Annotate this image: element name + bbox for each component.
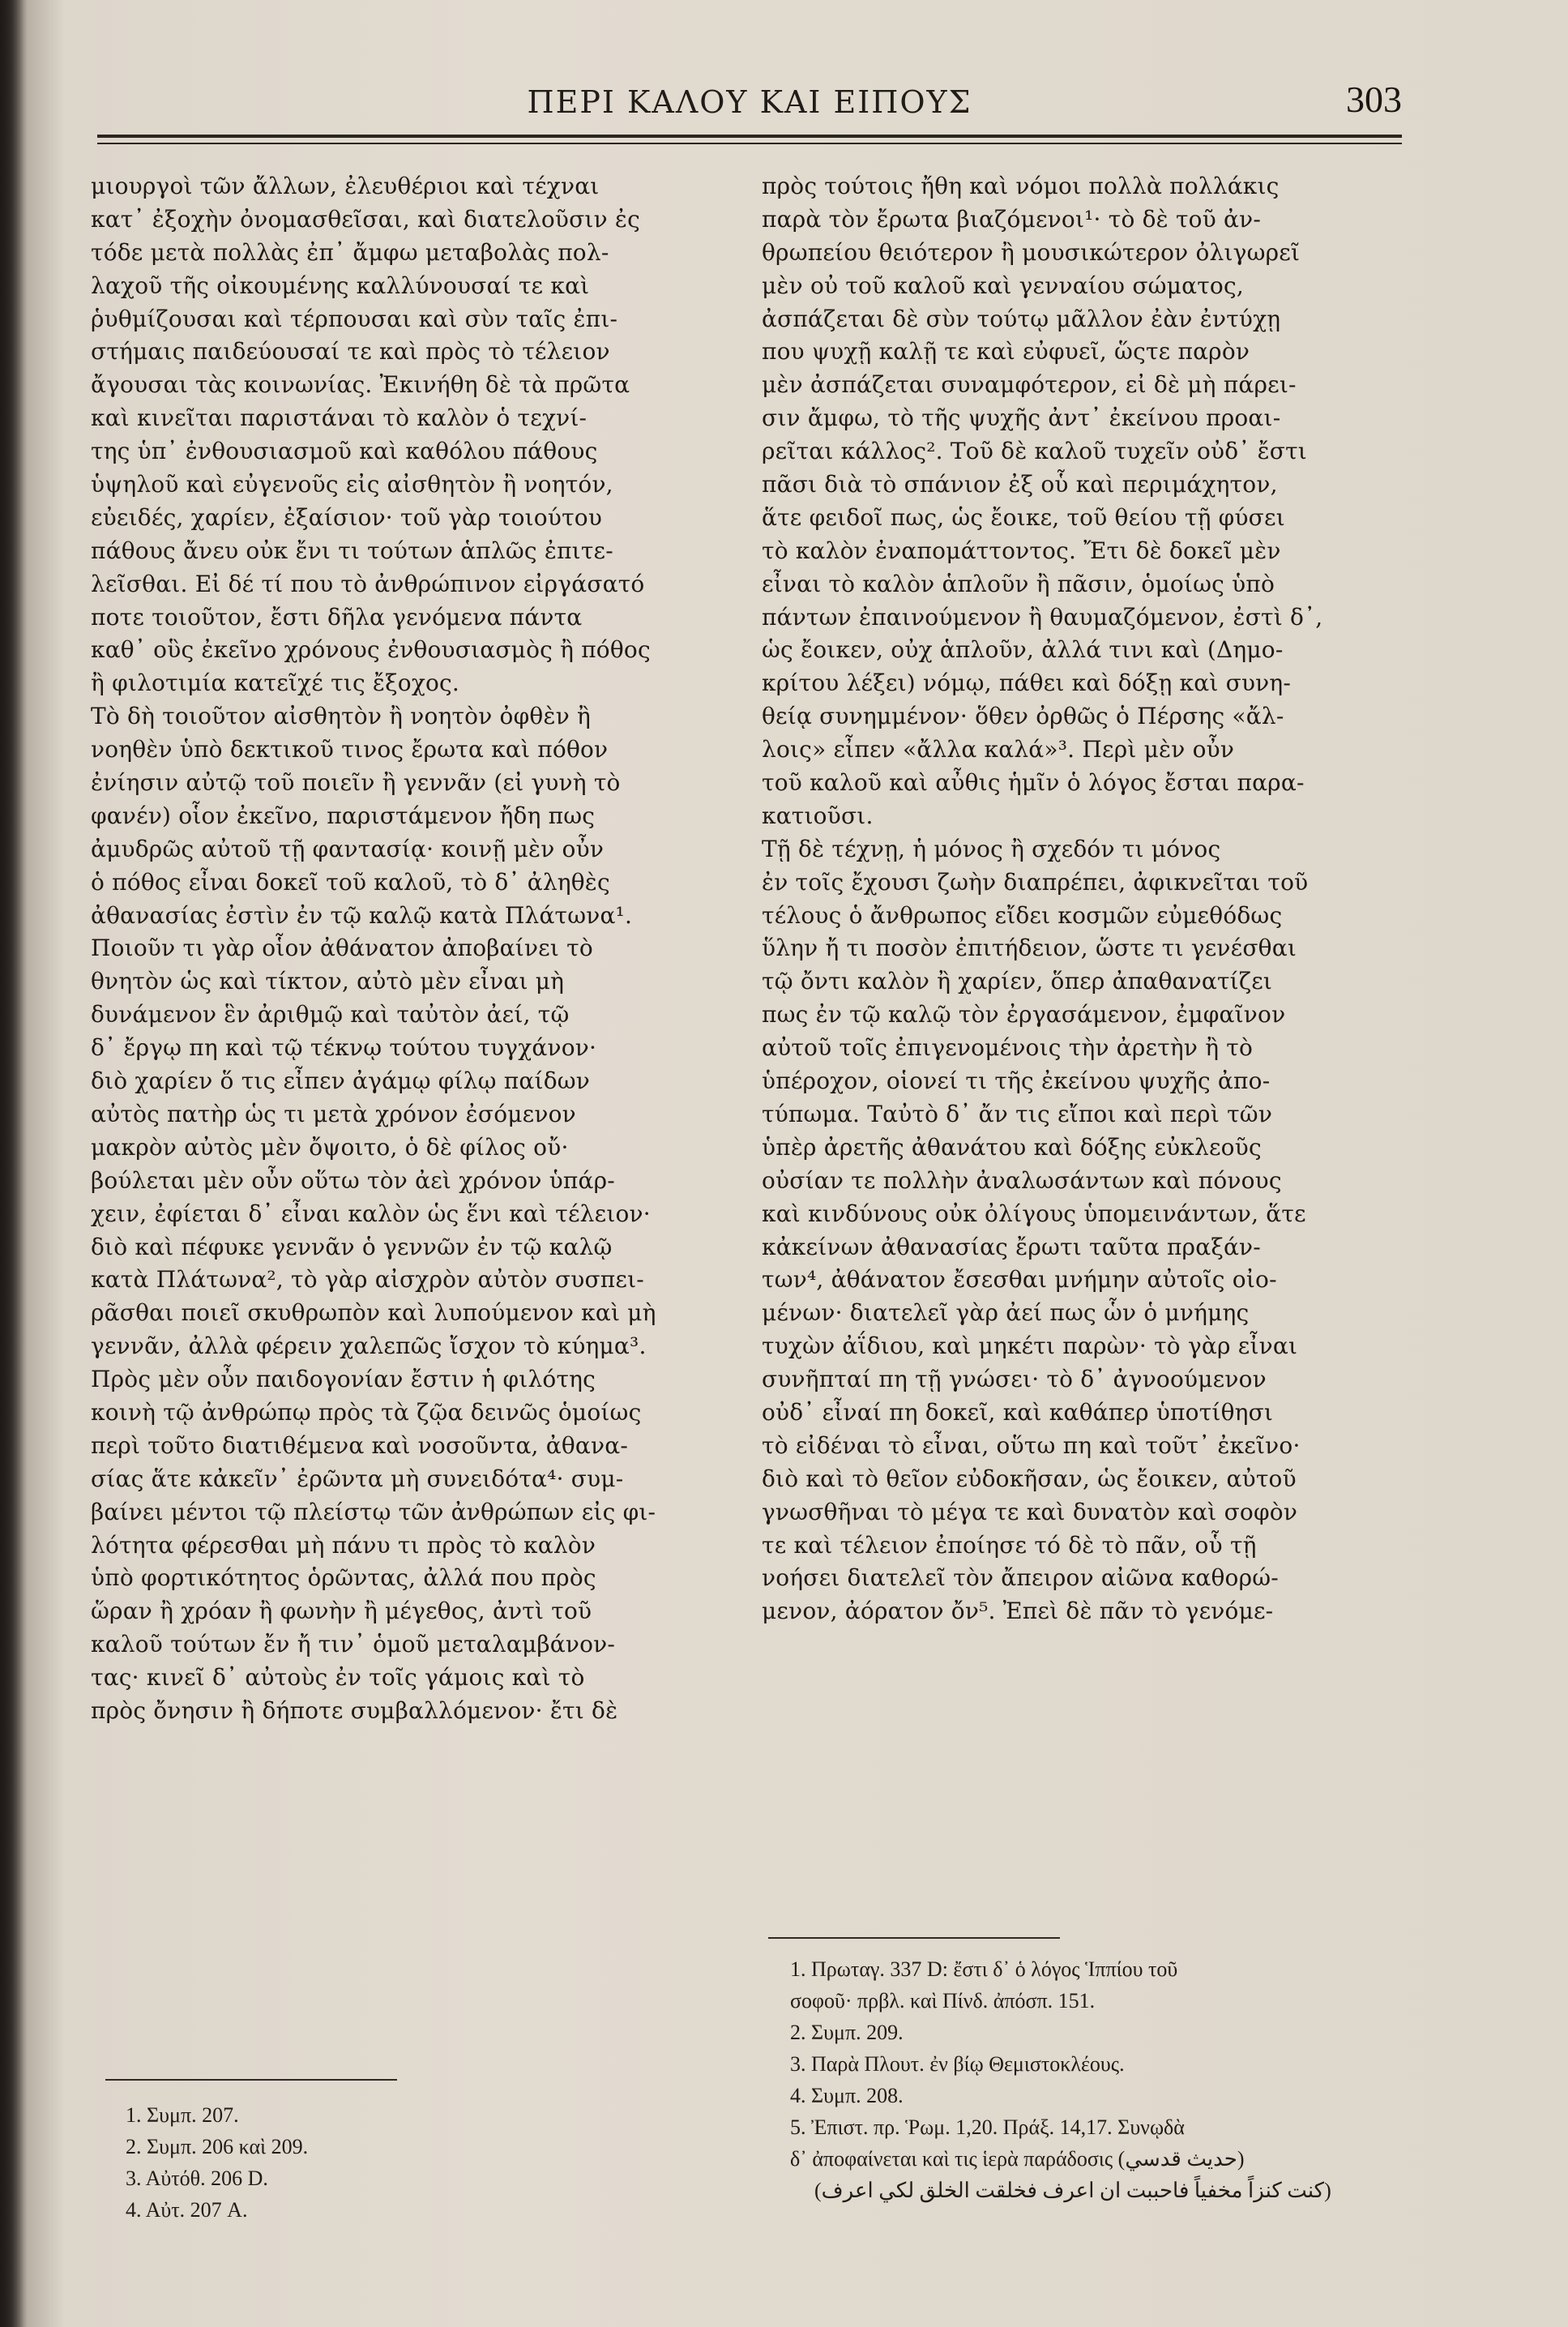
text-line: ἀθανασίας ἐστὶν ἐν τῷ καλῷ κατὰ Πλάτωνα¹. — [91, 901, 633, 929]
text-line: Ποιοῦν τι γὰρ οἷον ἀθάνατον ἀποβαίνει τὸ — [91, 935, 593, 962]
footnote-line: 4. Συμπ. 208. — [790, 2084, 904, 2107]
text-line: δυνάμενον ἓν ἀριθμῷ καὶ ταὐτὸν ἀεί, τῷ — [91, 1001, 570, 1029]
text-line: τῷ ὄντι καλὸν ἢ χαρίεν, ὅπερ ἀπαθανατίζει — [762, 968, 1273, 995]
page-number: 303 — [1346, 79, 1402, 120]
text-line: διὸ καὶ τὸ θεῖον εὐδοκῆσαν, ὡς ἔοικεν, αὐτοῦ — [762, 1465, 1297, 1492]
text-line: τόδε μετὰ πολλὰς ἐπ᾽ ἄμφω μεταβολὰς πολ- — [91, 238, 609, 266]
text-line: συνῆπταί πη τῇ γνώσει· τὸ δ᾽ ἀγνοούμενον — [762, 1366, 1267, 1393]
text-line: κἀκείνων ἀθανασίας ἔρωτι ταῦτα πραξάν- — [762, 1233, 1261, 1260]
text-line: δ᾽ ἔργῳ πη καὶ τῷ τέκνῳ τούτου τυγχάνον· — [91, 1034, 597, 1062]
text-line: μὲν ἀσπάζεται συναμφότερον, εἰ δὲ μὴ πάρει- — [762, 371, 1297, 399]
text-line: τυχὼν ἀΐδιου, καὶ μηκέτι παρὼν· τὸ γὰρ εἶναι — [762, 1332, 1298, 1360]
text-line: σιν ἄμφω, τὸ τῆς ψυχῆς ἀντ᾽ ἐκείνου προαι- — [762, 404, 1281, 432]
footnote-line: 4. Αὐτ. 207 A. — [126, 2198, 248, 2222]
text-line: τὸ εἰδέναι τὸ εἶναι, οὕτω πη καὶ τοῦτ᾽ ἐκεῖνο· — [762, 1431, 1301, 1459]
right-footnotes — [790, 1953, 1422, 2206]
text-line: κρίτου λέξει) νόμῳ, πάθει καὶ δόξῃ καὶ συνη- — [762, 669, 1292, 697]
footnote-line: 2. Συμπ. 209. — [790, 2021, 904, 2044]
text-line: πρὸς ὄνησιν ἢ δήποτε συμβαλλόμενον· ἔτι δὲ — [91, 1696, 618, 1724]
right-text-column — [762, 170, 1410, 1628]
text-line: ἄγουσαι τὰς κοινωνίας. Ἐκινήθη δὲ τὰ πρῶτα — [91, 371, 630, 399]
text-line: πάθους ἄνευ οὐκ ἔνι τι τούτων ἁπλῶς ἐπιτε- — [91, 537, 613, 564]
text-line: αὐτοῦ τοῖς ἐπιγενομένοις τὴν ἀρετὴν ἢ τὸ — [762, 1034, 1254, 1062]
text-line: γεννᾶν, ἀλλὰ φέρειν χαλεπῶς ἴσχον τὸ κύημα³. — [91, 1332, 647, 1360]
text-line: καὶ κινδύνους οὐκ ὀλίγους ὑπομεινάντων, ἅτε — [762, 1200, 1306, 1227]
text-line: κοινὴ τῷ ἀνθρώπῳ πρὸς τὰ ζῷα δεινῶς ὁμοίως — [91, 1398, 642, 1426]
text-line: τοῦ καλοῦ καὶ αὖθις ἡμῖν ὁ λόγος ἔσται παρα- — [762, 769, 1305, 797]
page-header — [97, 73, 1402, 130]
text-line: ὑπὲρ ἀρετῆς ἀθανάτου καὶ δόξης εὐκλεοῦς — [762, 1133, 1262, 1161]
text-line: νοήσει διατελεῖ τὸν ἄπειρον αἰῶνα καθορώ- — [762, 1564, 1279, 1592]
text-line: ὑπὸ φορτικότητος ὁρῶντας, ἀλλά που πρὸς — [91, 1564, 596, 1592]
text-line: τέλους ὁ ἄνθρωπος εἴδει κοσμῶν εὐμεθόδως — [762, 901, 1283, 929]
text-line: λεῖσθαι. Εἰ δέ τί που τὸ ἀνθρώπινον εἰργάσατό — [91, 570, 645, 597]
text-line: πως ἐν τῷ καλῷ τὸν ἐργασάμενον, ἐμφαῖνον — [762, 1001, 1286, 1029]
text-line: ὑψηλοῦ καὶ εὐγενοῦς εἰς αἰσθητὸν ἢ νοητόν, — [91, 471, 613, 498]
text-line: τύπωμα. Ταὐτὸ δ᾽ ἄν τις εἴποι καὶ περὶ τῶν — [762, 1100, 1273, 1127]
text-line: ἐνίησιν αὐτῷ τοῦ ποιεῖν ἢ γεννᾶν (εἰ γυνὴ τὸ — [91, 769, 621, 797]
text-line: μενον, ἀόρατον ὄν⁵. Ἐπεὶ δὲ πᾶν τὸ γενόμε- — [762, 1598, 1274, 1625]
text-line: βαίνει μέντοι τῷ πλείστῳ τῶν ἀνθρώπων εἰς φι- — [91, 1498, 656, 1525]
footnote-line: 1. Πρωταγ. 337 D: ἔστι δ᾽ ὁ λόγος Ἱππίου τοῦ — [790, 1957, 1178, 1981]
text-line: ὑπέροχον, οἱονεί τι τῆς ἐκείνου ψυχῆς ἀπο- — [762, 1067, 1271, 1095]
text-line: εὐειδές, χαρίεν, ἐξαίσιον· τοῦ γὰρ τοιούτου — [91, 503, 603, 531]
text-line: θνητὸν ὡς καὶ τίκτον, αὐτὸ μὲν εἶναι μὴ — [91, 968, 565, 995]
text-line: τε καὶ τέλειον ἐποίησε τό δὲ τὸ πᾶν, οὗ τῇ — [762, 1531, 1257, 1559]
text-line: ποτε τοιοῦτον, ἔστι δῆλα γενόμενα πάντα — [91, 603, 583, 631]
text-line: Πρὸς μὲν οὖν παιδογονίαν ἔστιν ἡ φιλότης — [91, 1366, 596, 1393]
footnote-line: 5. Ἐπιστ. πρ. Ῥωμ. 1,20. Πράξ. 14,17. Συνῳδὰ — [790, 2115, 1185, 2139]
text-line: μακρὸν αὐτὸς μὲν ὄψοιτο, ὁ δὲ φίλος οὔ· — [91, 1133, 569, 1161]
text-line: μιουργοὶ τῶν ἄλλων, ἐλευθέριοι καὶ τέχναι — [91, 173, 600, 199]
text-line: που ψυχῇ καλῇ τε καὶ εὐφυεῖ, ὥςτε παρὸν — [762, 338, 1250, 366]
footnote-line: 2. Συμπ. 206 καὶ 209. — [126, 2135, 309, 2158]
left-footnotes — [126, 2099, 612, 2226]
text-line: λοις» εἶπεν «ἄλλα καλά»³. Περὶ μὲν οὖν — [762, 736, 1235, 764]
text-line: διὸ καὶ πέφυκε γεννᾶν ὁ γεννῶν ἐν τῷ καλῷ — [91, 1233, 613, 1260]
text-line: ἀμυδρῶς αὐτοῦ τῇ φαντασίᾳ· κοινῇ μὲν οὖν — [91, 835, 605, 862]
footnote-line: 1. Συμπ. 207. — [126, 2103, 239, 2127]
text-line: κατ᾽ ἐξοχὴν ὀνομασθεῖσαι, καὶ διατελοῦσιν ἐς — [91, 205, 641, 233]
text-line: μένων· διατελεῖ γὰρ ἀεί πως ὧν ὁ μνήμης — [762, 1299, 1250, 1327]
text-line: εἶναι τὸ καλὸν ἁπλοῦν ἢ πᾶσιν, ὁμοίως ὑπὸ — [762, 570, 1275, 597]
text-line: διὸ χαρίεν ὅ τις εἶπεν ἀγάμῳ φίλῳ παίδων — [91, 1067, 591, 1095]
left-footnote-rule — [105, 2079, 397, 2081]
text-line: θείᾳ συνημμένον· ὅθεν ὀρθῶς ὁ Πέρσης «ἄλ- — [762, 703, 1284, 730]
text-line: οὐδ᾽ εἶναί πη δοκεῖ, καὶ καθάπερ ὑποτίθησι — [762, 1398, 1274, 1426]
text-line: πᾶσι διὰ τὸ σπάνιον ἐξ οὗ καὶ περιμάχητον, — [762, 471, 1278, 498]
text-line: ὁ πόθος εἶναι δοκεῖ τοῦ καλοῦ, τὸ δ᾽ ἀληθὲς — [91, 868, 610, 896]
text-line: καθ᾽ οὓς ἐκεῖνο χρόνους ἐνθουσιασμὸς ἢ πόθος — [91, 636, 651, 664]
running-title: ΠΕΡΙ ΚΑΛΟΥ ΚΑΙ ΕΙΠΟΥΣ — [527, 84, 972, 120]
header-rule-thin — [97, 143, 1402, 144]
header-rule-thick — [97, 135, 1402, 138]
text-line: στήμαις παιδεύουσαί τε καὶ πρὸς τὸ τέλειον — [91, 338, 610, 366]
footnote-line: δ᾽ ἀποφαίνεται καὶ τις ἱερὰ παράδοσις (حديث قدسي) — [790, 2147, 1245, 2171]
text-line: χειν, ἐφίεται δ᾽ εἶναι καλὸν ὡς ἕνι καὶ τέλειον· — [91, 1200, 651, 1227]
footnote-line: 3. Αὐτόθ. 206 D. — [126, 2167, 268, 2190]
text-line: ρᾶσθαι ποιεῖ σκυθρωπὸν καὶ λυπούμενον καὶ μὴ — [91, 1299, 656, 1327]
text-line: βούλεται μὲν οὖν οὕτω τὸν ἀεὶ χρόνον ὑπάρ- — [91, 1166, 615, 1194]
text-line: παρὰ τὸν ἔρωτα βιαζόμενοι¹· τὸ δὲ τοῦ ἀν- — [762, 205, 1262, 233]
text-line: Τῇ δὲ τέχνῃ, ἡ μόνος ἢ σχεδόν τι μόνος — [762, 835, 1221, 862]
text-line: λότητα φέρεσθαι μὴ πάνυ τι πρὸς τὸ καλὸν — [91, 1531, 596, 1559]
text-line: λαχοῦ τῆς οἰκουμένης καλλύνουσαί τε καὶ — [91, 272, 590, 299]
right-footnote-rule — [768, 1937, 1060, 1939]
text-line: θρωπείου θειότερον ἢ μουσικώτερον ὀλιγωρεῖ — [762, 238, 1301, 266]
text-line: τας· κινεῖ δ᾽ αὐτοὺς ἐν τοῖς γάμοις καὶ τὸ — [91, 1664, 585, 1692]
text-line: ῥυθμίζουσαι καὶ τέρπουσαι καὶ σὺν ταῖς ἐπι- — [91, 305, 618, 332]
text-line: ἅτε φειδοῖ πως, ὡς ἔοικε, τοῦ θείου τῇ φύσει — [762, 503, 1285, 531]
text-line: καὶ κινεῖται παριστάναι τὸ καλὸν ὁ τεχνί- — [91, 404, 587, 432]
text-line: Τὸ δὴ τοιοῦτον αἰσθητὸν ἢ νοητὸν ὀφθὲν ἢ — [91, 703, 591, 730]
text-line: αὐτὸς πατὴρ ὡς τι μετὰ χρόνον ἐσόμενον — [91, 1100, 576, 1127]
text-line: ὥραν ἢ χρόαν ἢ φωνὴν ἢ μέγεθος, ἀντὶ τοῦ — [91, 1598, 592, 1625]
text-line: κατὰ Πλάτωνα², τὸ γὰρ αἰσχρὸν αὐτὸν συσπει- — [91, 1266, 644, 1294]
text-line: σίας ἅτε κἀκεῖν᾽ ἐρῶντα μὴ συνειδότα⁴· συμ- — [91, 1465, 624, 1492]
text-line: ρεῖται κάλλος². Τοῦ δὲ καλοῦ τυχεῖν οὐδ᾽ ἔστι — [762, 438, 1307, 465]
text-line: ἢ φιλοτιμία κατεῖχέ τις ἔξοχος. — [91, 669, 460, 697]
text-line: μὲν οὐ τοῦ καλοῦ καὶ γενναίου σώματος, — [762, 272, 1244, 299]
text-line: ἐν τοῖς ἔχουσι ζωὴν διαπρέπει, ἀφικνεῖται τοῦ — [762, 868, 1309, 896]
text-line: καλοῦ τούτων ἔν ἤ τιν᾽ ὁμοῦ μεταλαμβάνον- — [91, 1631, 616, 1658]
text-line: ἀσπάζεται δὲ σὺν τούτῳ μᾶλλον ἐὰν ἐντύχῃ — [762, 305, 1281, 332]
footnote-line: 3. Παρὰ Πλουτ. ἐν βίῳ Θεμιστοκλέους. — [790, 2052, 1125, 2076]
text-line: ὡς ἔοικεν, οὐχ ἁπλοῦν, ἀλλά τινι καὶ (Δημο- — [762, 636, 1284, 664]
footnote-line: σοφοῦ· πρβλ. καὶ Πίνδ. ἀπόσπ. 151. — [790, 1989, 1096, 2013]
text-line: των⁴, ἀθάνατον ἔσεσθαι μνήμην αὐτοῖς οἰο- — [762, 1266, 1277, 1294]
spine-shadow — [0, 0, 24, 2327]
text-line: οὐσίαν τε πολλὴν ἀναλωσάντων καὶ πόνους — [762, 1166, 1282, 1194]
text-line: περὶ τοῦτο διατιθέμενα καὶ νοσοῦντα, ἀθανα- — [91, 1431, 629, 1459]
text-line: τὸ καλὸν ἐναπομάττοντος. Ἔτι δὲ δοκεῖ μὲν — [762, 537, 1281, 564]
text-line: πάντων ἐπαινούμενον ἢ θαυμαζόμενον, ἐστὶ δ᾽, — [762, 603, 1323, 631]
text-line: φανέν) οἷον ἐκεῖνο, παριστάμενον ἤδη πως — [91, 802, 596, 829]
text-line: γνωσθῆναι τὸ μέγα τε καὶ δυνατὸν καὶ σοφὸν — [762, 1498, 1298, 1525]
text-line: κατιοῦσι. — [762, 802, 874, 829]
text-line: πρὸς τούτοις ἤθη καὶ νόμοι πολλὰ πολλάκις — [762, 173, 1280, 199]
left-text-column — [91, 170, 735, 1728]
text-line: νοηθὲν ὑπὸ δεκτικοῦ τινος ἔρωτα καὶ πόθον — [91, 736, 609, 764]
text-line: ὕλην ἤ τι ποσὸν ἐπιτήδειον, ὥστε τι γενέσθαι — [762, 935, 1297, 962]
footnote-line: (كنت كنزاً مخفياً فاحببت ان اعرف فخلقت الخلق لكي اعرف) — [814, 2179, 1331, 2202]
text-line: της ὑπ᾽ ἐνθουσιασμοῦ καὶ καθόλου πάθους — [91, 438, 598, 465]
